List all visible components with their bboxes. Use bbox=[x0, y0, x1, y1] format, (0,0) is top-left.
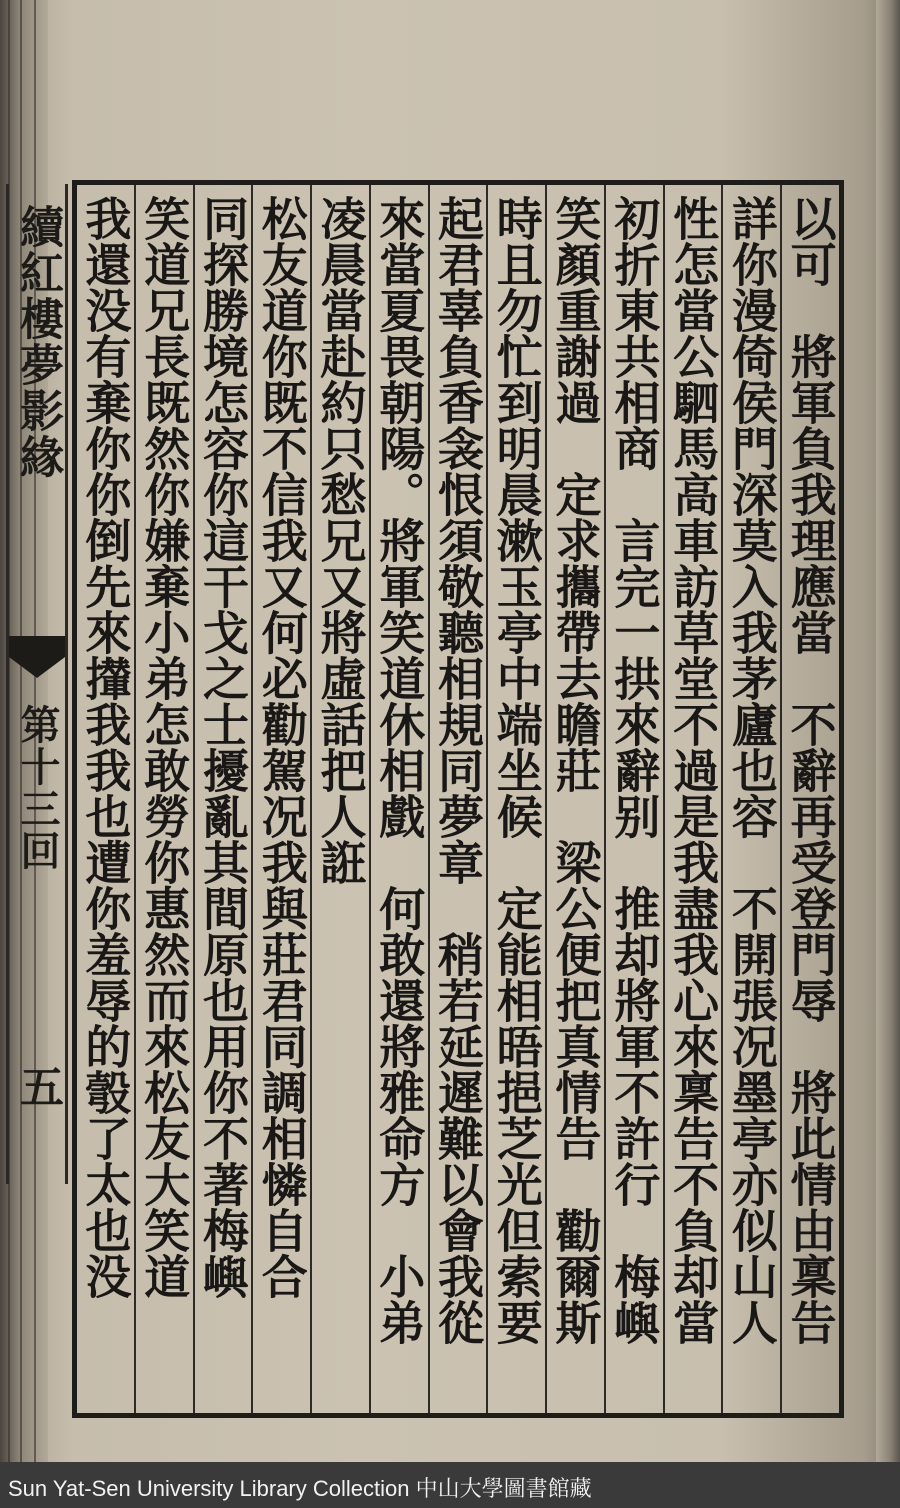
chapter-label: 第十三回 bbox=[14, 704, 61, 872]
text-column: 笑道兄長既然你嫌棄小弟怎敢勞你惠然而來松友大笑道 bbox=[134, 185, 193, 1413]
text-column: 初折東共相商 言完一拱來辭别 推却將軍不許行 梅嶼 bbox=[604, 185, 663, 1413]
page-number: 五 bbox=[12, 1064, 63, 1110]
text-column: 笑顏重謝過 定求攜帶去瞻莊 梁公便把真情告 勸爾斯 bbox=[545, 185, 604, 1413]
book-title: 續紅樓夢影緣 bbox=[12, 204, 63, 480]
text-columns bbox=[77, 185, 839, 1413]
text-column: 凌晨當赴約只愁兄又將虛話把人誑 bbox=[310, 185, 369, 1413]
page-margin-column bbox=[6, 184, 68, 1184]
text-column: 時且勿忙到明晨漱玉亭中端坐候 定能相晤挹芝光但索要 bbox=[486, 185, 545, 1413]
text-column: 來當夏畏朝陽。將軍笑道休相戲 何敢還將雅命方 小弟 bbox=[369, 185, 428, 1413]
text-column: 性怎當公駟馬高車訪草堂不過是我盡我心來稟告不負却當 bbox=[663, 185, 722, 1413]
text-column: 起君辜負香衾恨須敬聽相規同夢章 稍若延遲難以會我從 bbox=[428, 185, 487, 1413]
text-column: 同探勝境怎容你這干戈之士擾亂其間原也用你不著梅嶼 bbox=[193, 185, 252, 1413]
collection-caption: Sun Yat-Sen University Library Collection 中山大學圖書館藏 bbox=[8, 1476, 592, 1501]
text-column: 我還没有棄你你倒先來攆我我也遭你羞辱的彀了太也没 bbox=[78, 195, 133, 1299]
text-column: 松友道你既不信我又何必勸駕况我與莊君同調相憐自合 bbox=[251, 185, 310, 1413]
text-column: 詳你漫倚侯門深莫入我茅廬也容 不開張况墨亭亦似山人 bbox=[721, 185, 780, 1413]
fishtail-mark bbox=[9, 636, 65, 696]
text-column: 以可 將軍負我理應當 不辭再受登門辱 將此情由稟告 bbox=[780, 185, 839, 1413]
page-edge bbox=[876, 0, 900, 1462]
